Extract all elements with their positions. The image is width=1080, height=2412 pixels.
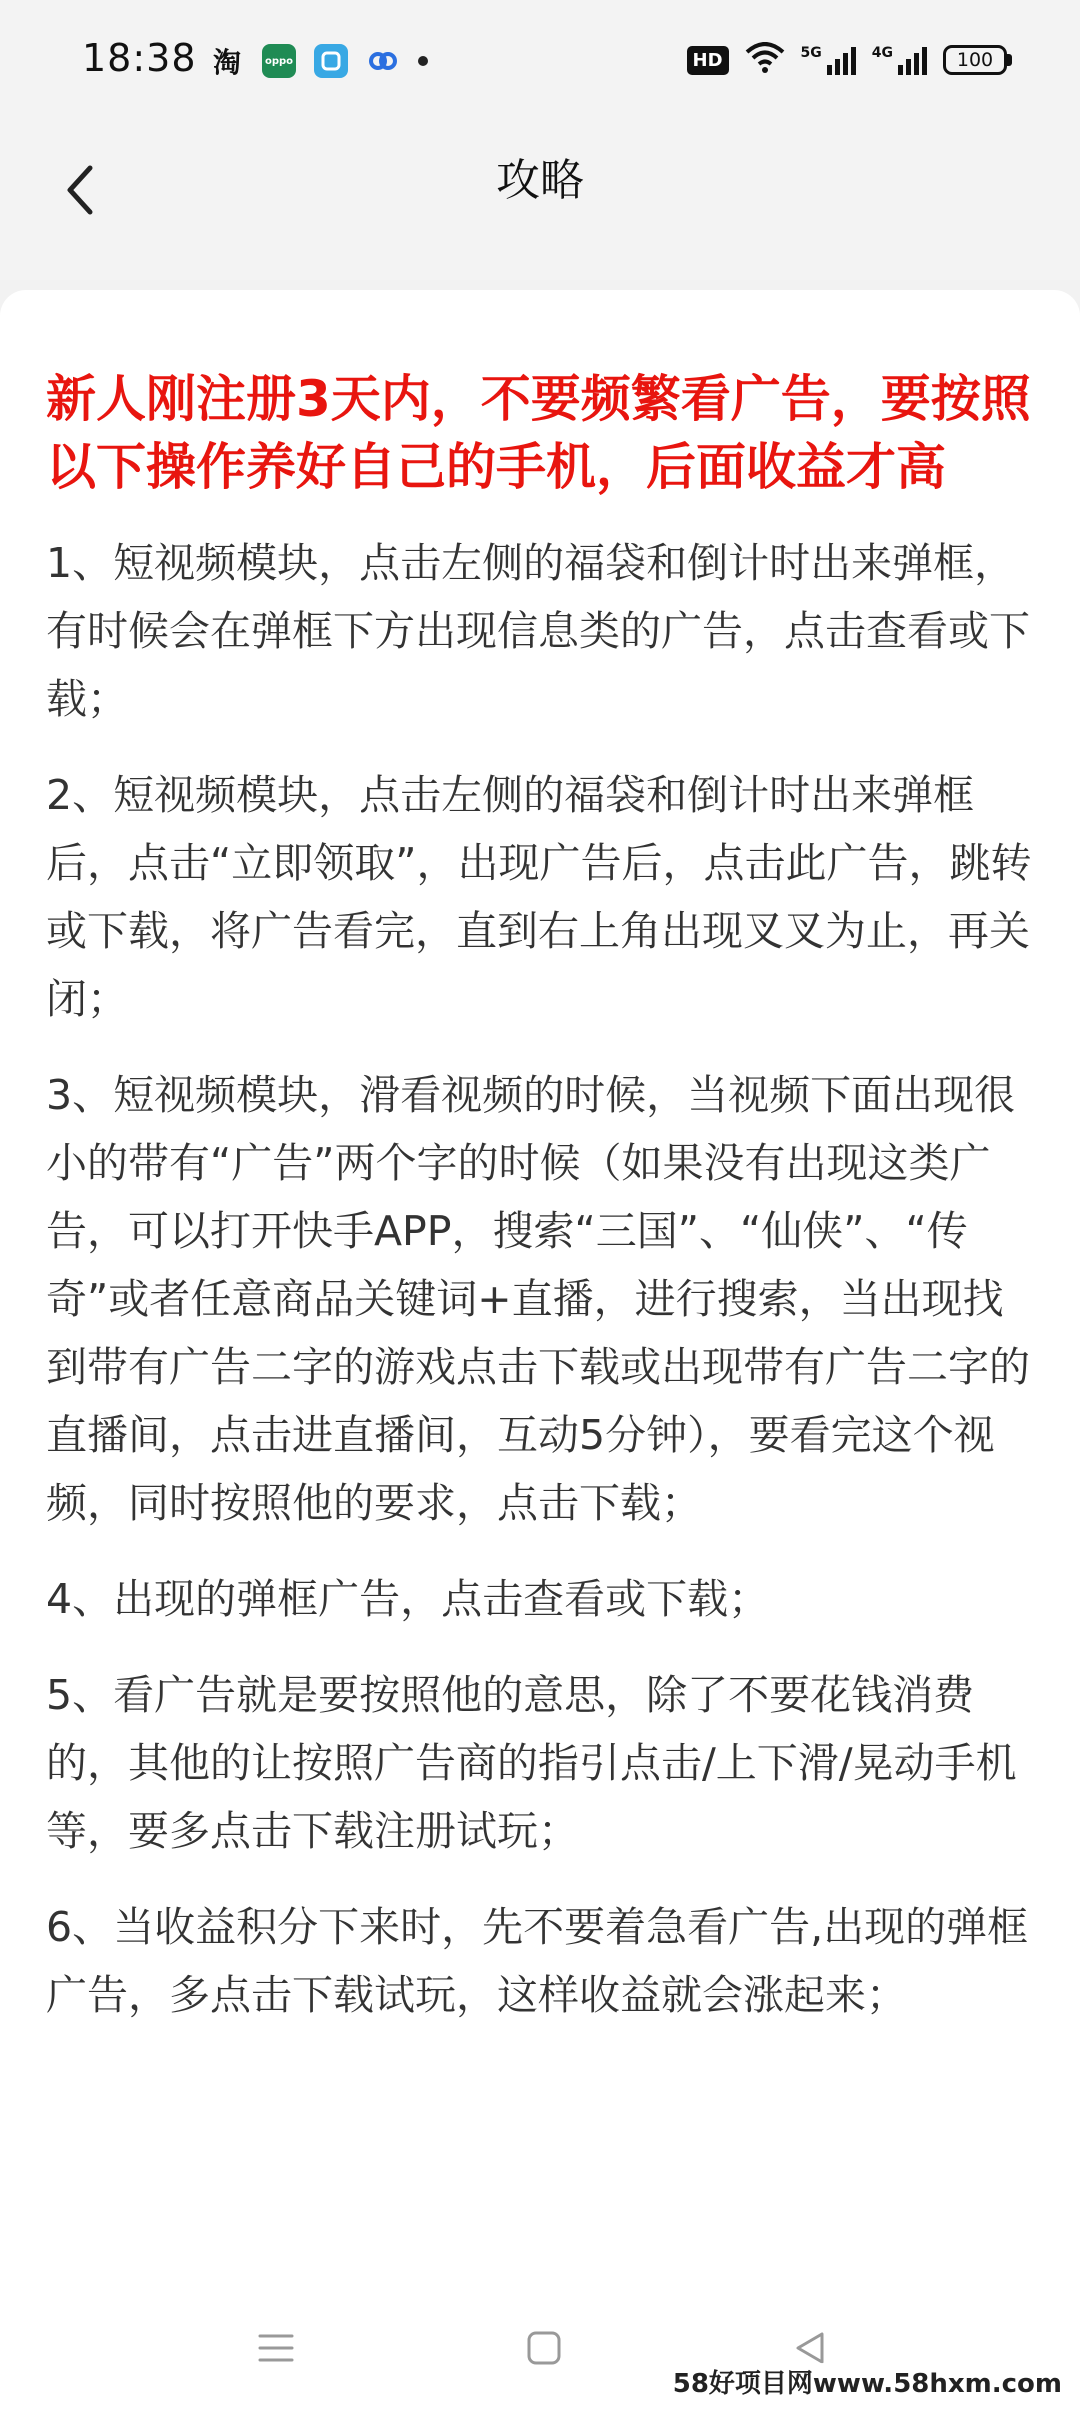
watermark: 58好项目网www.58hxm.com <box>669 2363 1066 2400</box>
network-type-5g: 5G <box>800 45 822 61</box>
mini-app-icon <box>314 44 348 78</box>
triangle-back-icon <box>790 2328 830 2368</box>
home-icon <box>524 2328 564 2368</box>
signal-5g-icon <box>801 45 856 75</box>
battery-level: 100 <box>943 45 1007 75</box>
network-type-4g: 4G <box>871 45 893 61</box>
recent-apps-button[interactable] <box>244 2316 308 2380</box>
taobao-icon: 淘 <box>212 46 241 79</box>
system-indicators <box>687 42 1012 78</box>
guide-step-4: 4、出现的弹框广告，点击查看或下载； <box>46 1575 770 1623</box>
status-time: 18:38 <box>82 36 197 80</box>
signal-4g-icon <box>872 45 927 75</box>
link-app-icon <box>366 44 400 78</box>
guide-step-6: 6、当收益积分下来时，先不要着急看广告,出现的弹框广告，多点击下载试玩，这样收益就会涨起来； <box>46 1903 1029 2019</box>
more-notifications-dot-icon <box>418 56 428 66</box>
wifi-icon <box>745 42 785 78</box>
guide-content[interactable] <box>0 290 1080 2288</box>
title-bar <box>0 130 1080 280</box>
guide-step-2: 2、短视频模块，点击左侧的福袋和倒计时出来弹框后，点击“立即领取”，出现广告后，点击此广告，跳转或下载，将广告看完，直到右上角出现叉叉为止，再关闭； <box>46 771 1032 1023</box>
page-title: 攻略 <box>496 155 584 206</box>
guide-step-3: 3、短视频模块，滑看视频的时候，当视频下面出现很小的带有“广告”两个字的时候（如果没有出现这类广告，可以打开快手APP，搜索“三国”、“仙侠”、“传奇”或者任意商品关键词+直播，进行搜索，当出现找到带有广告二字的游戏点击下载或出现带有广告二字的直播间，点击进直播间，互动5分钟），要看完这个视频，同时按照他的要求，点击下载； <box>46 1071 1030 1527</box>
status-bar <box>0 0 1080 130</box>
warning-headline: 新人刚注册3天内，不要频繁看广告，要按照以下操作养好自己的手机，后面收益才高 <box>46 370 1031 496</box>
hd-voice-icon: HD <box>687 46 729 75</box>
notification-icons <box>210 44 428 78</box>
home-button[interactable] <box>512 2316 576 2380</box>
oppo-app-icon: oppo <box>262 44 296 78</box>
guide-step-1: 1、短视频模块，点击左侧的福袋和倒计时出来弹框，有时候会在弹框下方出现信息类的广告，点击查看或下载； <box>46 539 1030 723</box>
battery-icon <box>943 45 1012 75</box>
menu-icon <box>256 2330 296 2366</box>
guide-step-5: 5、看广告就是要按照他的意思，除了不要花钱消费的，其他的让按照广告商的指引点击/上下滑/晃动手机等，要多点击下载注册试玩； <box>46 1671 1017 1855</box>
